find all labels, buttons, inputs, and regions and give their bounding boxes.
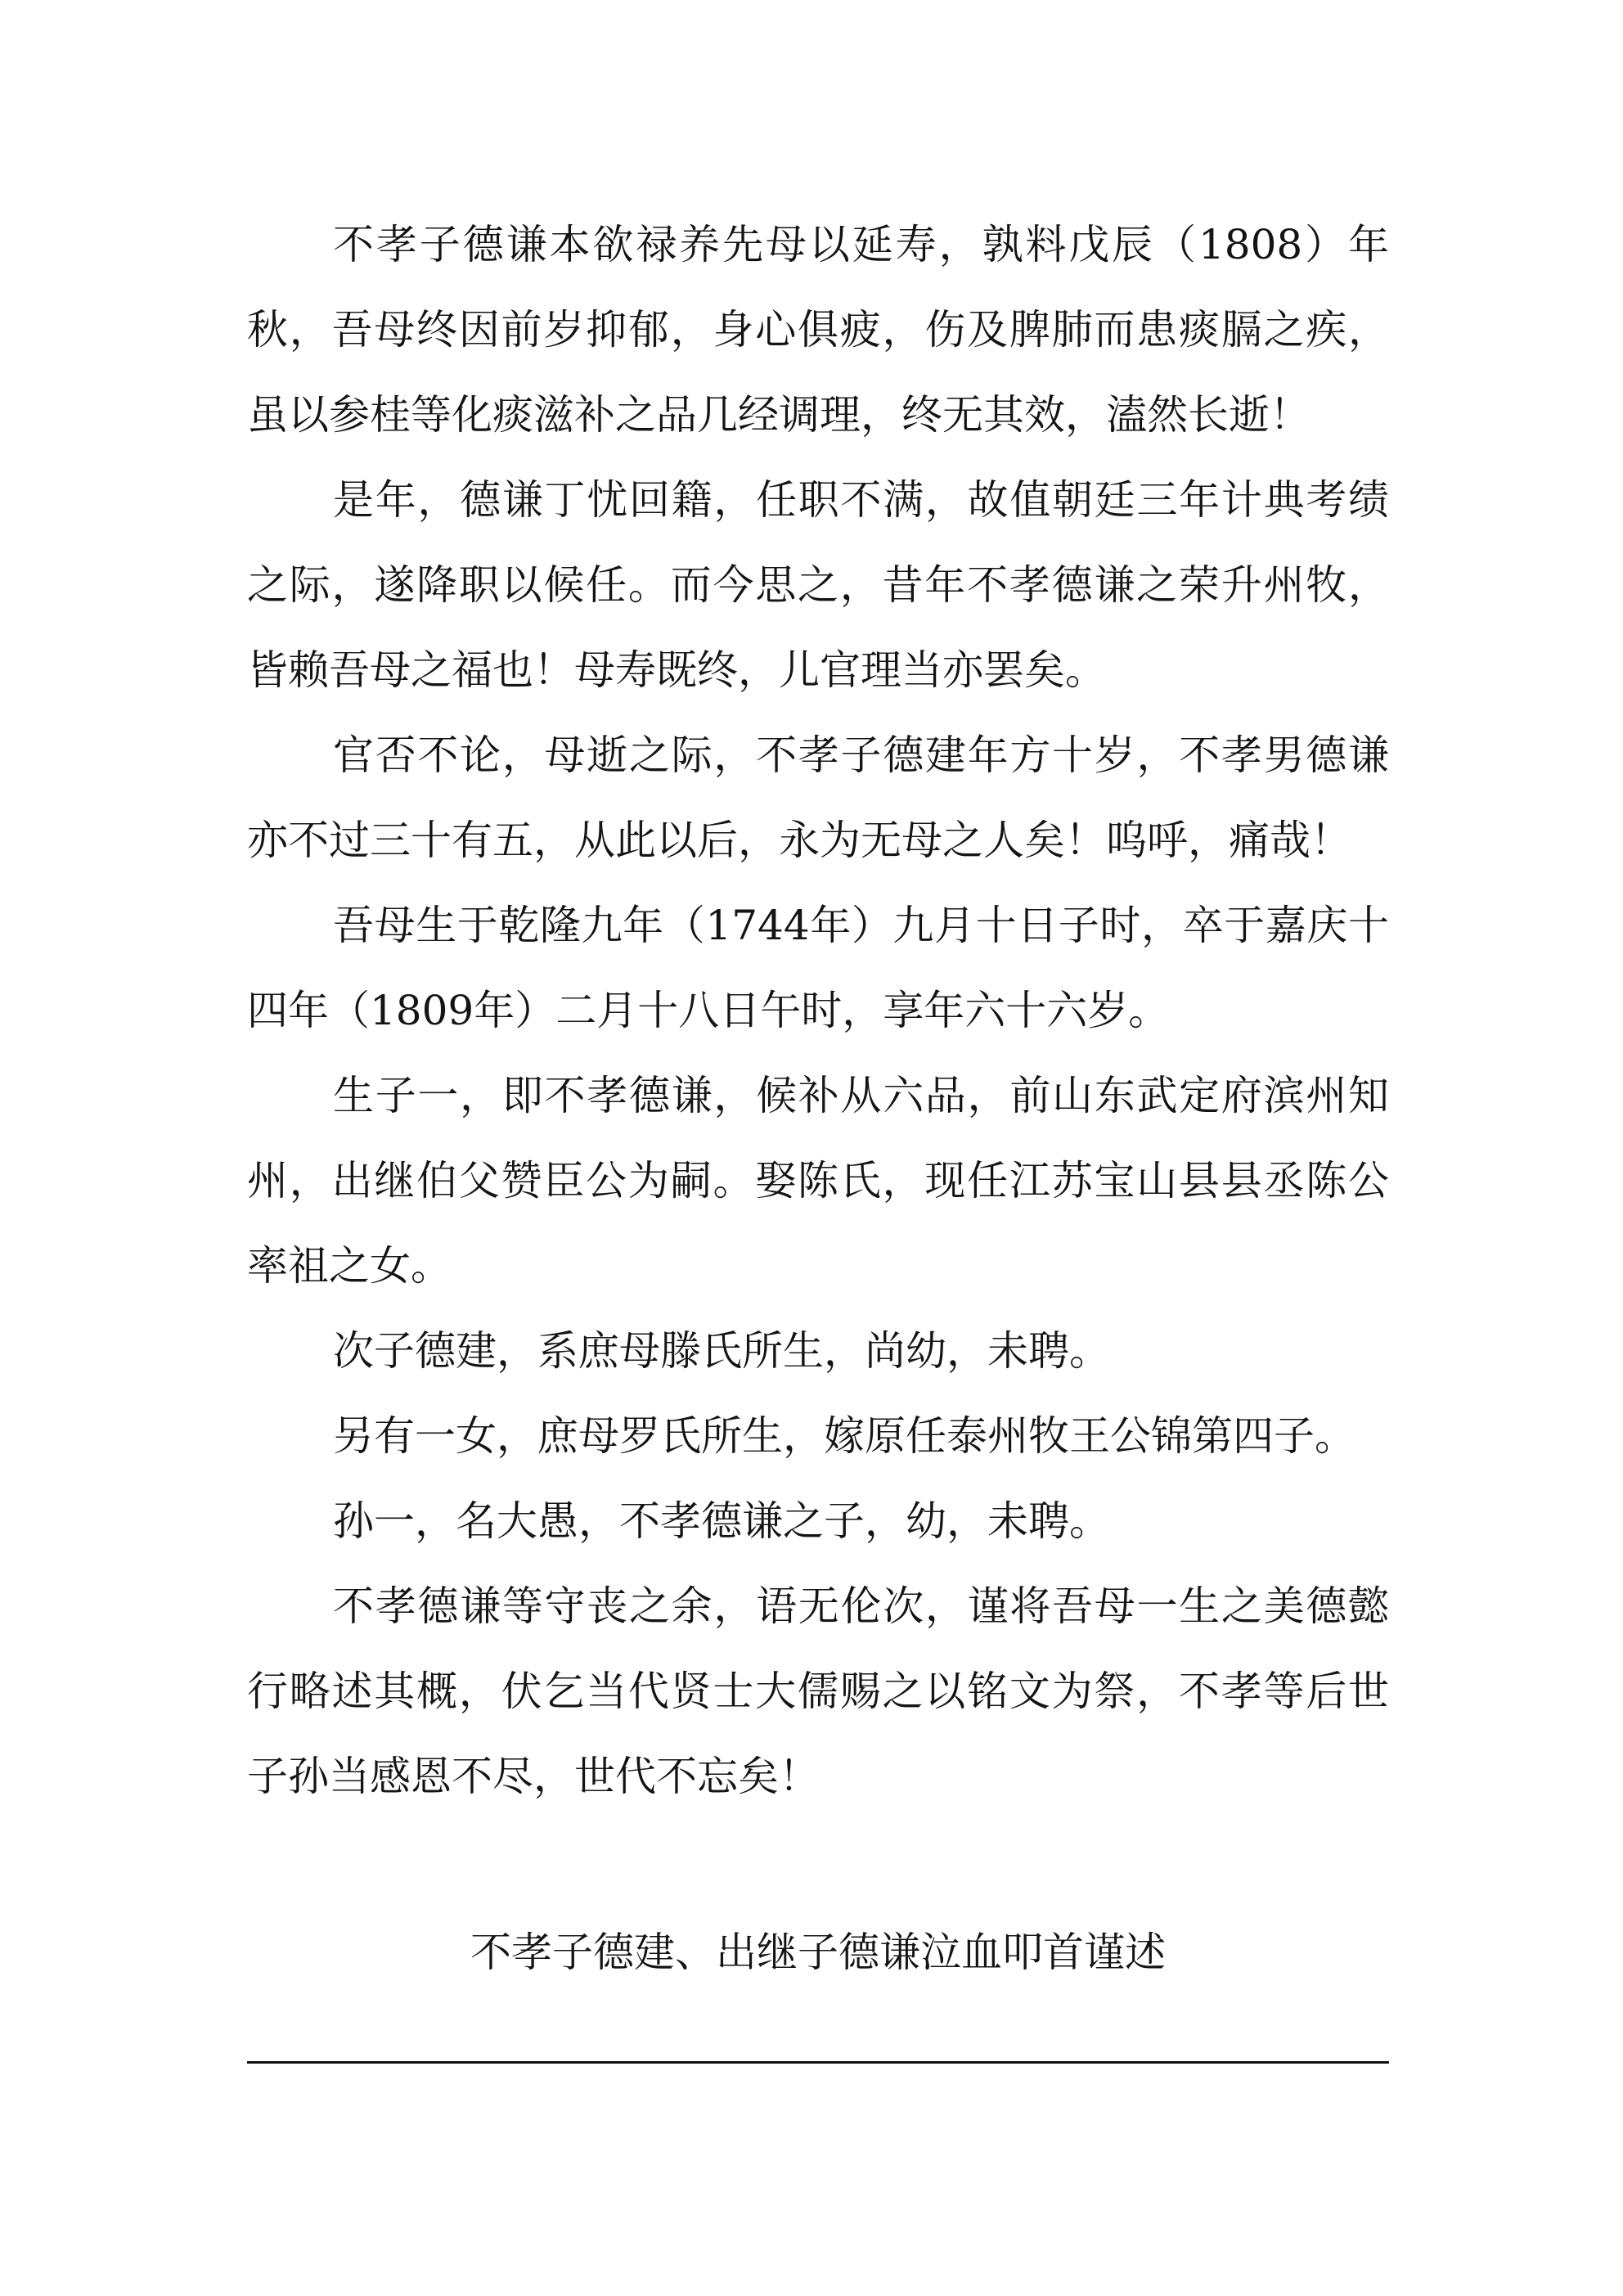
paragraph-5: 生子一，即不孝德谦，候补从六品，前山东武定府滨州知州，出继伯父赞臣公为嗣。娶陈氏，现任江苏宝山县县丞陈公率祖之女。 [247,1072,1389,1290]
paragraph-1: 不孝子德谦本欲禄养先母以延寿，孰料戊辰（1808）年秋，吾母终因前岁抑郁，身心俱疲，伤及脾肺而患痰膈之疾，虽以参桂等化痰滋补之品几经调理，终无其效，溘然长逝！ [247,221,1389,439]
signature-line: 不孝子德建、出继子德谦泣血叩首谨述 [470,1929,1166,1976]
body-text [247,202,1389,1819]
paragraph-3: 官否不论，母逝之际，不孝子德建年方十岁，不孝男德谦亦不过三十有五，从此以后，永为无母之人矣！呜呼，痛哉！ [247,732,1389,864]
paragraph-7: 另有一女，庶母罗氏所生，嫁原任泰州牧王公锦第四子。 [333,1412,1355,1460]
paragraph-6: 次子德建，系庶母滕氏所生，尚幼，未聘。 [333,1327,1110,1375]
paragraph-8: 孙一，名大愚，不孝德谦之子，幼，未聘。 [333,1497,1110,1545]
paragraph-9: 不孝德谦等守丧之余，语无伦次，谨将吾母一生之美德懿行略述其概，伏乞当代贤士大儒赐之以铭文为祭，不孝等后世子孙当感恩不尽，世代不忘矣！ [247,1582,1389,1800]
paragraph-4: 吾母生于乾隆九年（1744年）九月十日子时，卒于嘉庆十四年（1809年）二月十八日午时，享年六十六岁。 [247,902,1389,1034]
paragraph-2: 是年，德谦丁忧回籍，任职不满，故值朝廷三年计典考绩之际，遂降职以候任。而今思之，昔年不孝德谦之荣升州牧，皆赖吾母之福也！母寿既终，儿官理当亦罢矣。 [247,476,1389,694]
horizontal-divider [247,2061,1389,2064]
